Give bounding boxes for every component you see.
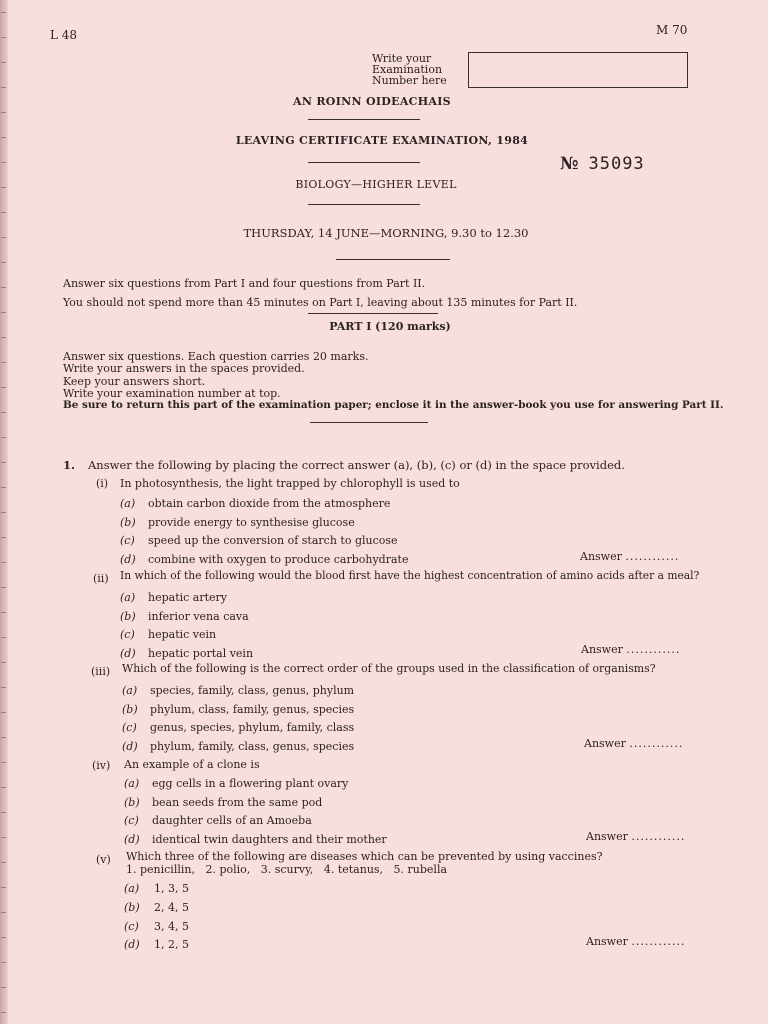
option-text: combine with oxygen to produce carbohydrate <box>148 553 409 566</box>
binding-tick <box>1 262 6 263</box>
binding-edge <box>0 0 8 1024</box>
option-letter: (a) <box>124 777 140 790</box>
subquestion-number: (v) <box>96 853 111 866</box>
answer-label: Answer <box>580 550 622 563</box>
part-heading: PART I (120 marks) <box>329 320 451 333</box>
binding-tick <box>1 287 6 288</box>
vaccine-list: 1. penicillin, 2. polio, 3. scurvy, 4. tetanus, 5. rubella <box>126 863 448 876</box>
answer-dots: ............ <box>631 830 686 843</box>
option-letter: (c) <box>120 534 135 547</box>
part-instruction: Be sure to return this part of the examination paper; enclose it in the answer-book you use for answering Part II. <box>63 399 724 411</box>
divider <box>310 422 428 423</box>
option-letter: (b) <box>124 901 140 914</box>
binding-tick <box>1 12 6 13</box>
binding-tick <box>1 1012 6 1013</box>
binding-tick <box>1 737 6 738</box>
binding-tick <box>1 587 6 588</box>
subquestion-number: (iv) <box>92 759 111 772</box>
option-text: 2, 4, 5 <box>154 901 189 914</box>
option-letter: (d) <box>124 833 140 846</box>
binding-tick <box>1 62 6 63</box>
subquestion-number: (i) <box>96 477 109 490</box>
binding-tick <box>1 162 6 163</box>
serial-digits: 35093 <box>588 154 645 174</box>
option-text: 1, 2, 5 <box>154 938 189 951</box>
option-letter: (b) <box>120 610 136 623</box>
divider <box>308 162 420 163</box>
question-stem: Answer the following by placing the correct answer (a), (b), (c) or (d) in the space provided. <box>88 458 625 472</box>
option-text: phylum, family, class, genus, species <box>150 740 355 753</box>
subquestion-text: An example of a clone is <box>124 758 260 771</box>
department-name: AN ROINN OIDEACHAIS <box>293 95 451 108</box>
option-letter: (c) <box>124 814 139 827</box>
option-text: 3, 4, 5 <box>154 920 189 933</box>
general-instruction: You should not spend more than 45 minutes on Part I, leaving about 135 minutes for Part II. <box>63 296 578 309</box>
option-text: daughter cells of an Amoeba <box>152 814 312 827</box>
option-text: phylum, class, family, genus, species <box>150 703 355 716</box>
binding-tick <box>1 637 6 638</box>
subquestion-text: Which of the following is the correct order of the groups used in the classification of organisms? <box>122 662 656 675</box>
option-letter: (b) <box>120 516 136 529</box>
question-number: 1. <box>63 458 76 472</box>
binding-tick <box>1 412 6 413</box>
option-letter: (d) <box>122 740 138 753</box>
answer-space[interactable] <box>581 643 680 656</box>
option-text: obtain carbon dioxide from the atmosphere <box>148 497 391 510</box>
binding-tick <box>1 687 6 688</box>
subject-title: BIOLOGY—HIGHER LEVEL <box>295 178 457 191</box>
binding-tick <box>1 762 6 763</box>
binding-tick <box>1 787 6 788</box>
binding-tick <box>1 512 6 513</box>
binding-tick <box>1 387 6 388</box>
binding-tick <box>1 887 6 888</box>
option-text: egg cells in a flowering plant ovary <box>152 777 349 790</box>
binding-tick <box>1 462 6 463</box>
binding-tick <box>1 662 6 663</box>
option-letter: (b) <box>122 703 138 716</box>
answer-space[interactable] <box>580 550 679 563</box>
binding-tick <box>1 312 6 313</box>
option-letter: (c) <box>122 721 137 734</box>
general-instruction: Answer six questions from Part I and four questions from Part II. <box>63 277 426 290</box>
exam-number-box[interactable] <box>468 52 688 88</box>
option-text: 1, 3, 5 <box>154 882 189 895</box>
divider <box>336 259 450 260</box>
part-instruction: Write your examination number at top. <box>63 387 281 400</box>
answer-label: Answer <box>584 737 626 750</box>
binding-tick <box>1 87 6 88</box>
answer-dots: ............ <box>626 643 681 656</box>
binding-tick <box>1 37 6 38</box>
answer-dots: ............ <box>625 550 680 563</box>
exam-number-label: Write your Examination Number here <box>372 52 447 87</box>
divider <box>308 119 420 120</box>
part-instruction: Keep your answers short. <box>63 375 206 388</box>
binding-tick <box>1 812 6 813</box>
binding-tick <box>1 712 6 713</box>
option-letter: (b) <box>124 796 140 809</box>
answer-space[interactable] <box>586 935 685 948</box>
option-text: speed up the conversion of starch to glucose <box>148 534 398 547</box>
divider <box>308 204 420 205</box>
paper-code-right: M 70 <box>656 23 688 37</box>
part-instruction: Write your answers in the spaces provided. <box>63 362 305 375</box>
binding-tick <box>1 987 6 988</box>
subquestion-text: Which three of the following are diseases which can be prevented by using vaccines? <box>126 850 603 863</box>
binding-tick <box>1 912 6 913</box>
answer-label: Answer <box>586 830 628 843</box>
binding-tick <box>1 562 6 563</box>
option-text: inferior vena cava <box>148 610 249 623</box>
serial-symbol: № <box>560 154 579 174</box>
option-text: species, family, class, genus, phylum <box>150 684 355 697</box>
option-letter: (d) <box>124 938 140 951</box>
option-letter: (c) <box>124 920 139 933</box>
part-instruction: Answer six questions. Each question carries 20 marks. <box>63 350 369 363</box>
option-letter: (a) <box>120 497 136 510</box>
option-text: genus, species, phylum, family, class <box>150 721 355 734</box>
binding-tick <box>1 362 6 363</box>
divider <box>308 313 438 314</box>
subquestion-text: In which of the following would the blood first have the highest concentration of amino acids after a meal? <box>120 569 700 582</box>
binding-tick <box>1 537 6 538</box>
binding-tick <box>1 437 6 438</box>
option-letter: (a) <box>122 684 138 697</box>
answer-space[interactable] <box>586 830 685 843</box>
answer-dots: ............ <box>631 935 686 948</box>
subquestion-text: In photosynthesis, the light trapped by chlorophyll is used to <box>120 477 460 490</box>
binding-tick <box>1 862 6 863</box>
option-text: identical twin daughters and their mother <box>152 833 387 846</box>
exam-date: THURSDAY, 14 JUNE—MORNING, 9.30 to 12.30 <box>243 226 529 240</box>
binding-tick <box>1 962 6 963</box>
binding-tick <box>1 212 6 213</box>
option-text: hepatic portal vein <box>148 647 254 660</box>
option-letter: (a) <box>124 882 140 895</box>
binding-tick <box>1 937 6 938</box>
answer-space[interactable] <box>584 737 683 750</box>
serial-number <box>560 154 645 174</box>
answer-label: Answer <box>581 643 623 656</box>
option-text: hepatic vein <box>148 628 217 641</box>
binding-tick <box>1 337 6 338</box>
option-text: provide energy to synthesise glucose <box>148 516 355 529</box>
paper-code-left: L 48 <box>50 28 78 42</box>
binding-tick <box>1 837 6 838</box>
option-letter: (d) <box>120 553 136 566</box>
subquestion-number: (ii) <box>93 572 109 585</box>
answer-dots: ............ <box>629 737 684 750</box>
binding-tick <box>1 112 6 113</box>
answer-label: Answer <box>586 935 628 948</box>
binding-tick <box>1 487 6 488</box>
option-letter: (a) <box>120 591 136 604</box>
exam-title: LEAVING CERTIFICATE EXAMINATION, 1984 <box>235 134 529 147</box>
binding-tick <box>1 612 6 613</box>
option-text: hepatic artery <box>148 591 228 604</box>
option-letter: (c) <box>120 628 135 641</box>
option-text: bean seeds from the same pod <box>152 796 323 809</box>
subquestion-number: (iii) <box>91 665 111 678</box>
option-letter: (d) <box>120 647 136 660</box>
